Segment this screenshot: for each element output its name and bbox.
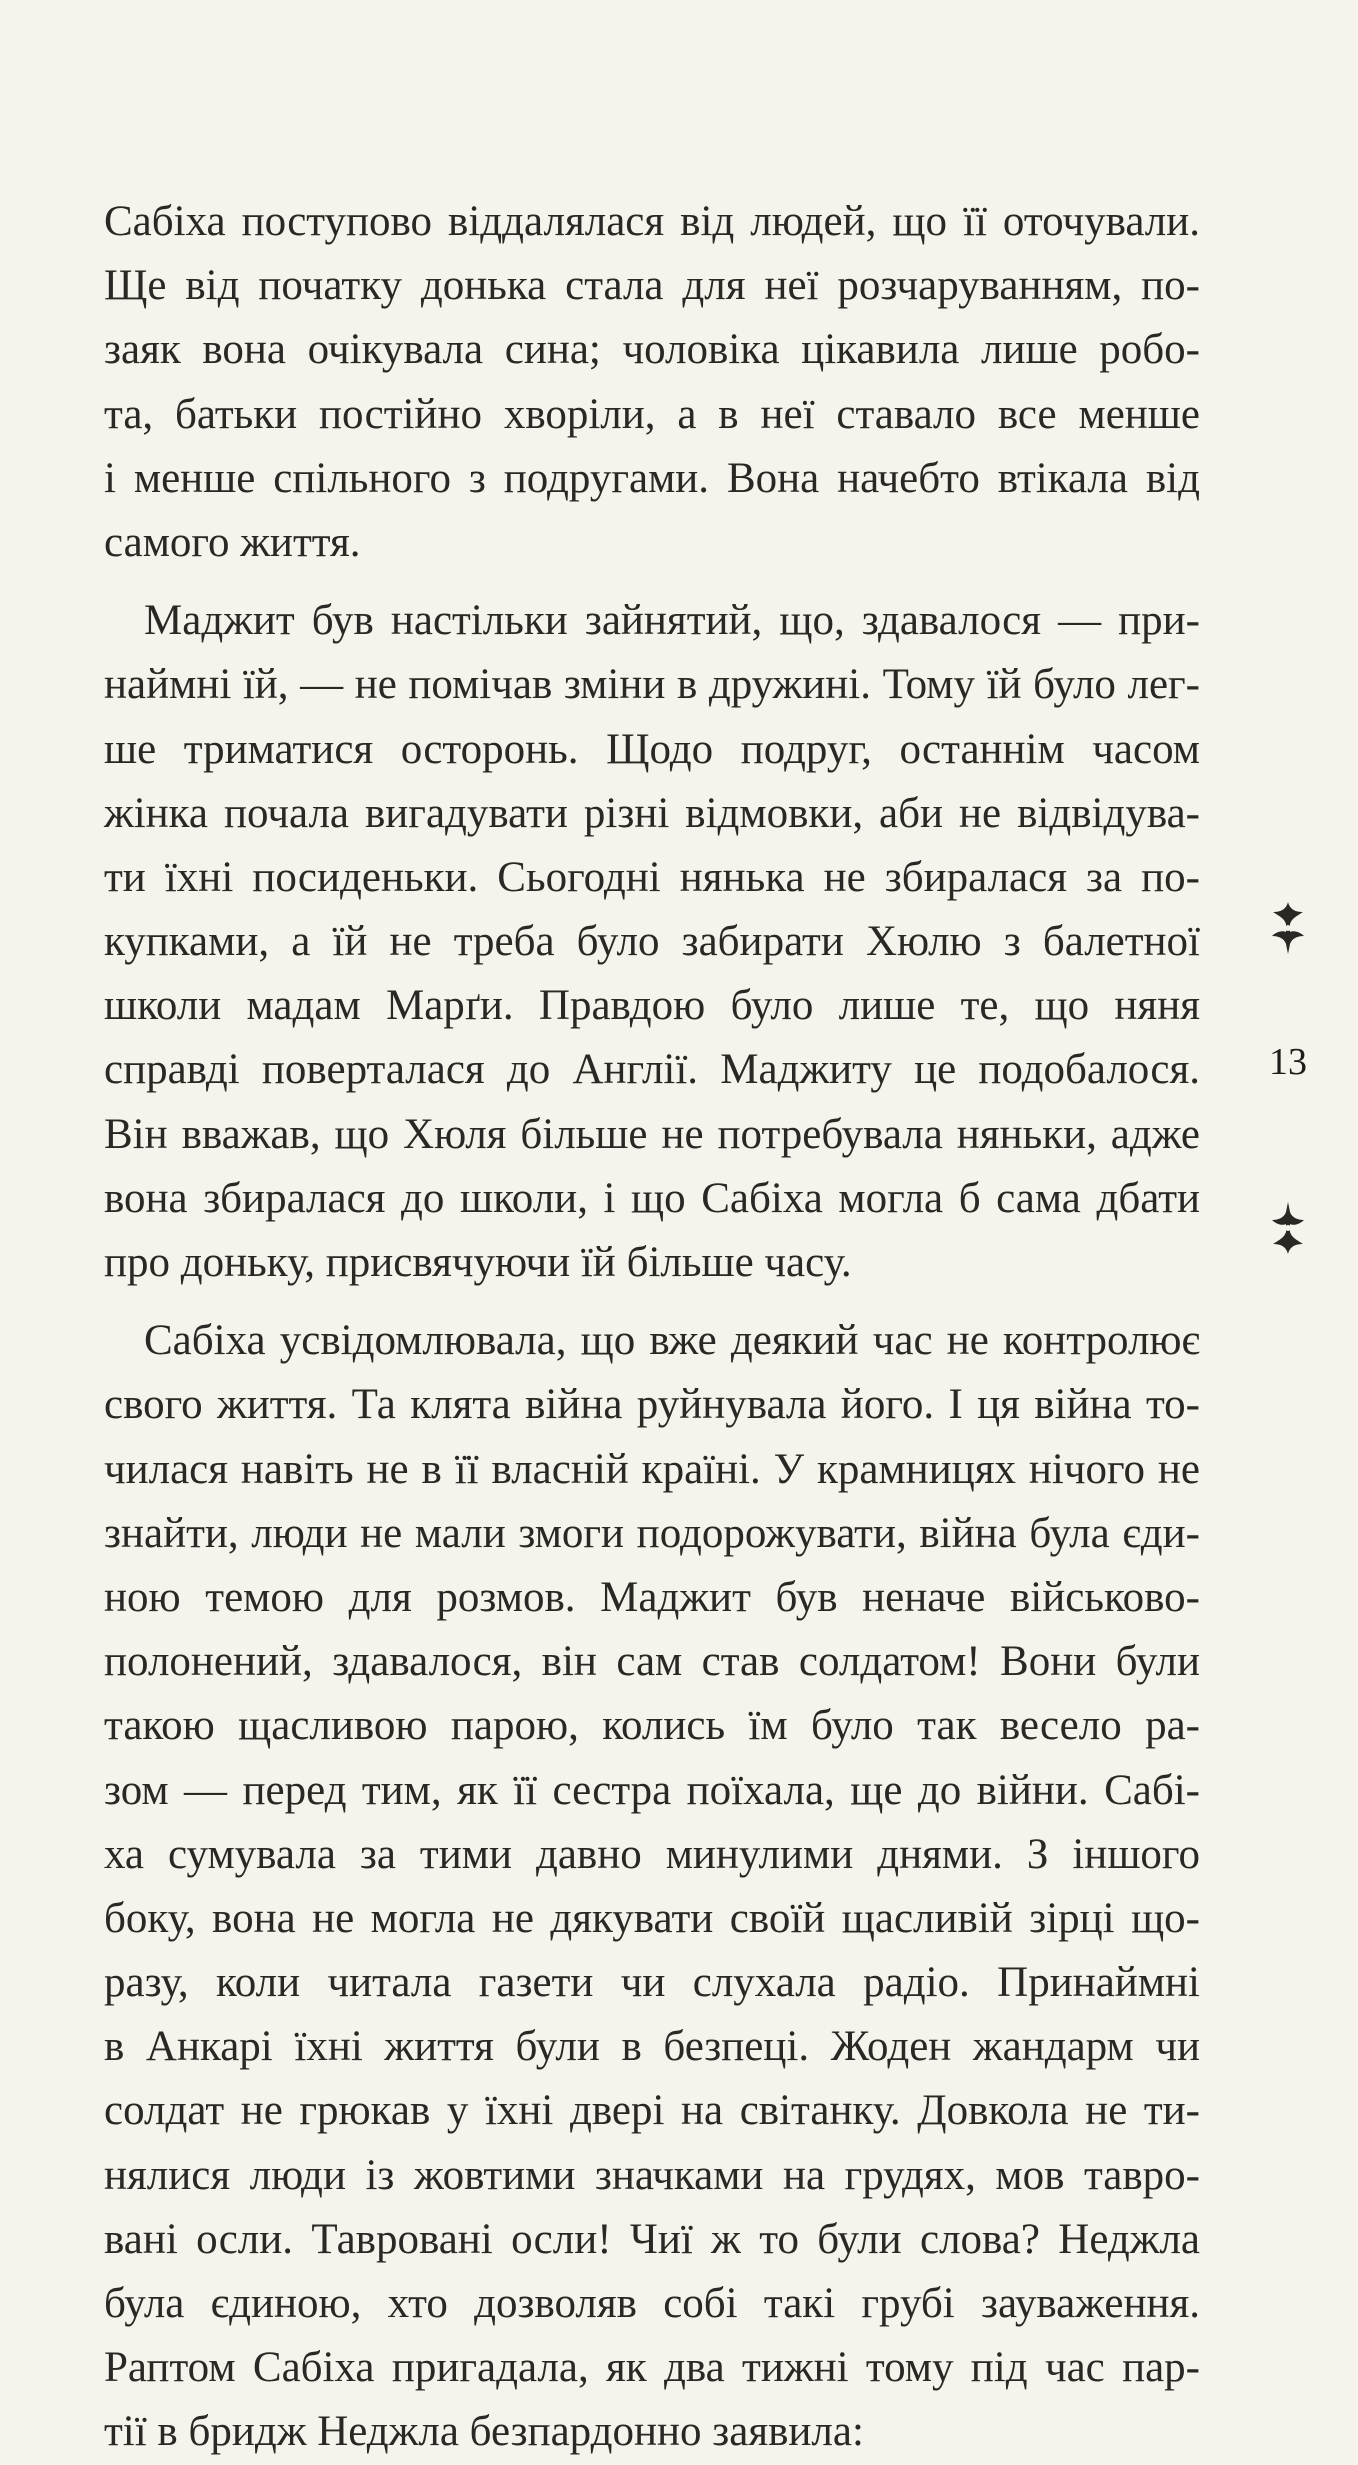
text-line: разу, коли читала газети чи слухала радіо. Принаймні <box>104 1959 1200 2007</box>
text-line: наймні їй, — не помічав зміни в дружині. Тому їй було лег- <box>104 661 1200 709</box>
text-line: Сабіха усвідомлювала, що вже деякий час не контролює <box>144 1317 1200 1365</box>
text-line: Він вважав, що Хюля більше не потребувала няньки, адже <box>104 1110 1200 1158</box>
text-line: боку, вона не могла не дякувати своїй щасливій зірці що- <box>104 1894 1200 1942</box>
text-line: справді поверталася до Англії. Маджиту це подобалося. <box>104 1046 1200 1094</box>
paragraph <box>104 190 1200 575</box>
fleuron-bottom-icon <box>1270 1200 1306 1256</box>
text-line: чилася навіть не в її власній країні. У крамницях нічого не <box>104 1445 1200 1493</box>
text-line: була єдиною, хто дозволяв собі такі грубі зауваження. <box>104 2280 1200 2327</box>
text-line: Ще від початку донька стала для неї розчаруванням, по- <box>104 262 1200 310</box>
text-line: про доньку, присвячуючи їй більше часу. <box>104 1239 852 1286</box>
text-line: в Анкарі їхні життя були в безпеці. Жоден жандарм чи <box>104 2023 1200 2071</box>
body-text <box>104 190 1200 2465</box>
text-line: ше триматися осторонь. Щодо подруг, останнім часом <box>104 725 1200 773</box>
fleuron-top-icon <box>1270 900 1306 956</box>
text-line: самого життя. <box>104 518 361 566</box>
text-line: тії в бридж Неджла безпардонно заявила: <box>104 2408 864 2456</box>
text-line: такою щасливою парою, колись їм було так весело ра- <box>104 1702 1200 1750</box>
text-line: знайти, люди не мали змоги подорожувати, війна була єди- <box>104 1509 1200 1557</box>
paragraph-gap <box>104 1295 1200 1309</box>
text-line: солдат не грюкав у їхні двері на світанку. Довкола не ти- <box>104 2087 1200 2135</box>
text-line: і менше спільного з подругами. Вона начебто втікала від <box>104 454 1200 502</box>
text-line: свого життя. Та клята війна руйнувала його. І ця війна то- <box>104 1381 1200 1429</box>
text-line: Раптом Сабіха пригадала, як два тижні тому під час пар- <box>104 2344 1200 2392</box>
text-line: та, батьки постійно хворіли, а в неї ставало все менше <box>104 390 1200 438</box>
text-line: ти їхні посиденьки. Сьогодні нянька не збиралася за по- <box>104 853 1200 901</box>
page-number: 13 <box>1269 1041 1307 1083</box>
text-line: полонений, здавалося, він сам став солдатом! Вони були <box>104 1638 1200 1686</box>
text-line: школи мадам Марґи. Правдою було лише те, що няня <box>104 982 1200 1030</box>
text-line: купками, а їй не треба було забирати Хюлю з балетної <box>104 918 1200 966</box>
text-line: нялися люди із жовтими значками на грудях, мов тавро- <box>104 2151 1200 2199</box>
text-line: вона збиралася до школи, і що Сабіха могла б сама дбати <box>104 1174 1200 1222</box>
text-line: заяк вона очікувала сина; чоловіка цікавила лише робо- <box>104 326 1200 374</box>
text-line: Сабіха поступово віддалялася від людей, що її оточували. <box>104 198 1200 245</box>
text-line: ною темою для розмов. Маджит був неначе військово- <box>104 1573 1200 1621</box>
text-line: жінка почала вигадувати різні відмовки, аби не відвідува- <box>104 789 1200 837</box>
text-line: ха сумувала за тими давно минулими днями. З іншого <box>104 1830 1200 1878</box>
text-line: вані осли. Тавровані осли! Чиї ж то були слова? Неджла <box>104 2215 1200 2263</box>
text-line: Маджит був настільки зайнятий, що, здавалося — при- <box>144 597 1200 645</box>
text-line: зом — перед тим, як її сестра поїхала, ще до війни. Сабі- <box>104 1766 1200 1814</box>
paragraph-gap <box>104 575 1200 589</box>
paragraph <box>104 1309 1200 2464</box>
paragraph <box>104 589 1200 1295</box>
